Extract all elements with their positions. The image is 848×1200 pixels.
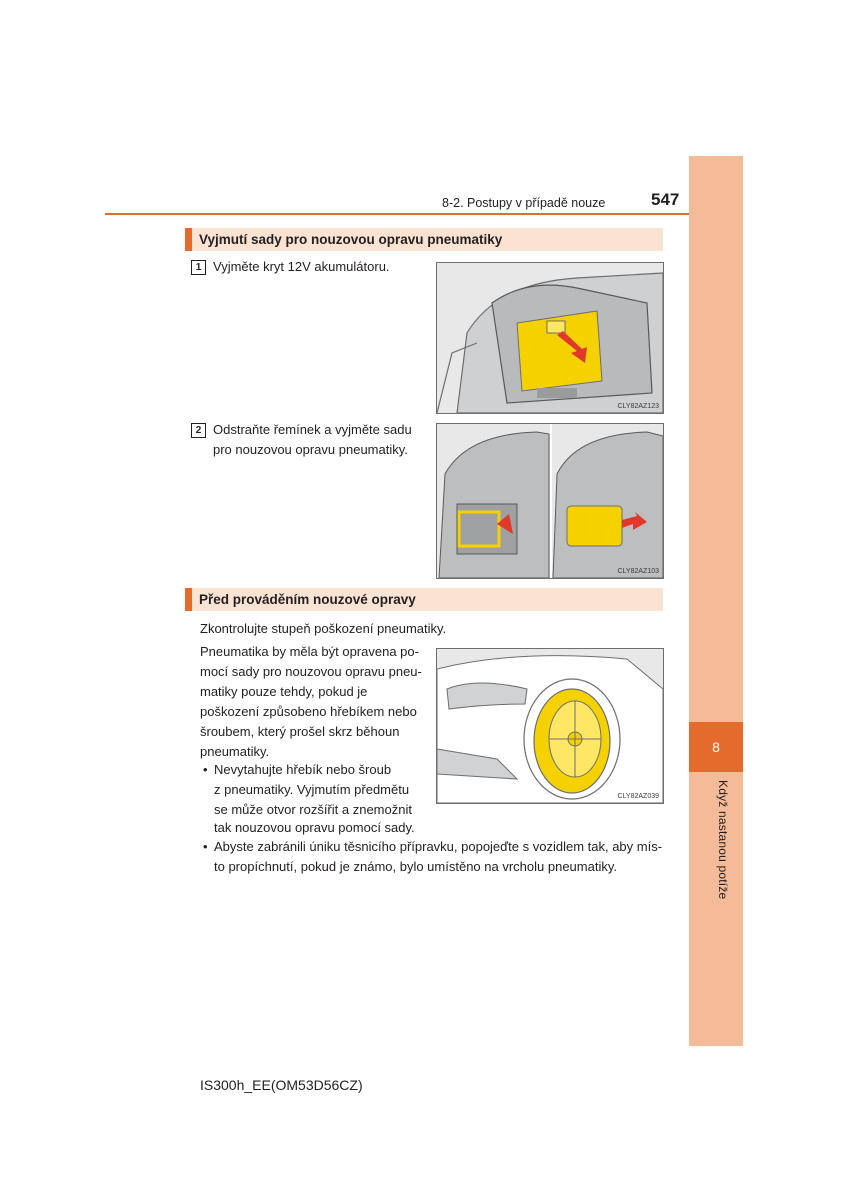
paragraph-line-4: poškození způsobeno hřebíkem nebo — [200, 704, 417, 719]
bullet-2-line-2: to propíchnutí, pokud je známo, bylo umístěno na vrcholu pneumatiky. — [214, 859, 617, 874]
bullet-1-dot: • — [203, 762, 208, 777]
step-1-badge: 1 — [191, 260, 206, 275]
image-code-1: CLY82AZ123 — [617, 403, 659, 410]
paragraph-line-1: Pneumatika by měla být opravena po- — [200, 644, 419, 659]
model-code-footer: IS300h_EE(OM53D56CZ) — [200, 1077, 363, 1093]
paragraph-line-5: šroubem, který prošel skrz běhoun — [200, 724, 400, 739]
trunk-battery-cover-image — [437, 263, 663, 413]
chapter-number-tab[interactable]: 8 — [689, 722, 743, 772]
section-heading-removal: Vyjmutí sady pro nouzovou opravu pneumatiky — [185, 228, 663, 251]
page-number: 547 — [651, 190, 680, 209]
step-2-text-line1: Odstraňte řemínek a vyjměte sadu — [213, 422, 412, 437]
header-divider — [105, 213, 689, 215]
header-section-title: 8-2. Postupy v případě nouze — [442, 196, 606, 210]
strap-removal-illustration — [436, 423, 664, 579]
chapter-side-tab — [689, 156, 743, 1046]
tire-nail-illustration — [436, 648, 664, 804]
image-code-2: CLY82AZ103 — [617, 568, 659, 575]
paragraph-line-3: matiky pouze tehdy, pokud je — [200, 684, 368, 699]
step-2-text-line2: pro nouzovou opravu pneumatiky. — [213, 442, 408, 457]
section-heading-before-repair: Před prováděním nouzové opravy — [185, 588, 663, 611]
bullet-1-line-4: tak nouzovou opravu pomocí sady. — [214, 820, 415, 835]
bullet-2-dot: • — [203, 839, 208, 854]
intro-text: Zkontrolujte stupeň poškození pneumatiky. — [200, 621, 447, 636]
step-2-badge: 2 — [191, 423, 206, 438]
bullet-1-line-3: se může otvor rozšířit a znemožnit — [214, 802, 412, 817]
bullet-1-line-1: Nevytahujte hřebík nebo šroub — [214, 762, 392, 777]
strap-removal-image — [437, 424, 663, 578]
image-code-3: CLY82AZ039 — [617, 793, 659, 800]
paragraph-line-2: mocí sady pro nouzovou opravu pneu- — [200, 664, 422, 679]
tire-illustration-image — [437, 649, 663, 803]
step-1-text: Vyjměte kryt 12V akumulátoru. — [213, 259, 390, 274]
bullet-1-line-2: z pneumatiky. Vyjmutím předmětu — [214, 782, 410, 797]
paragraph-line-6: pneumatiky. — [200, 744, 270, 759]
battery-cover-illustration — [436, 262, 664, 414]
chapter-title: Když nastanou potíže — [716, 780, 730, 900]
bullet-2-line-1: Abyste zabránili úniku těsnicího přípravku, popojeďte s vozidlem tak, aby mís- — [214, 839, 663, 854]
